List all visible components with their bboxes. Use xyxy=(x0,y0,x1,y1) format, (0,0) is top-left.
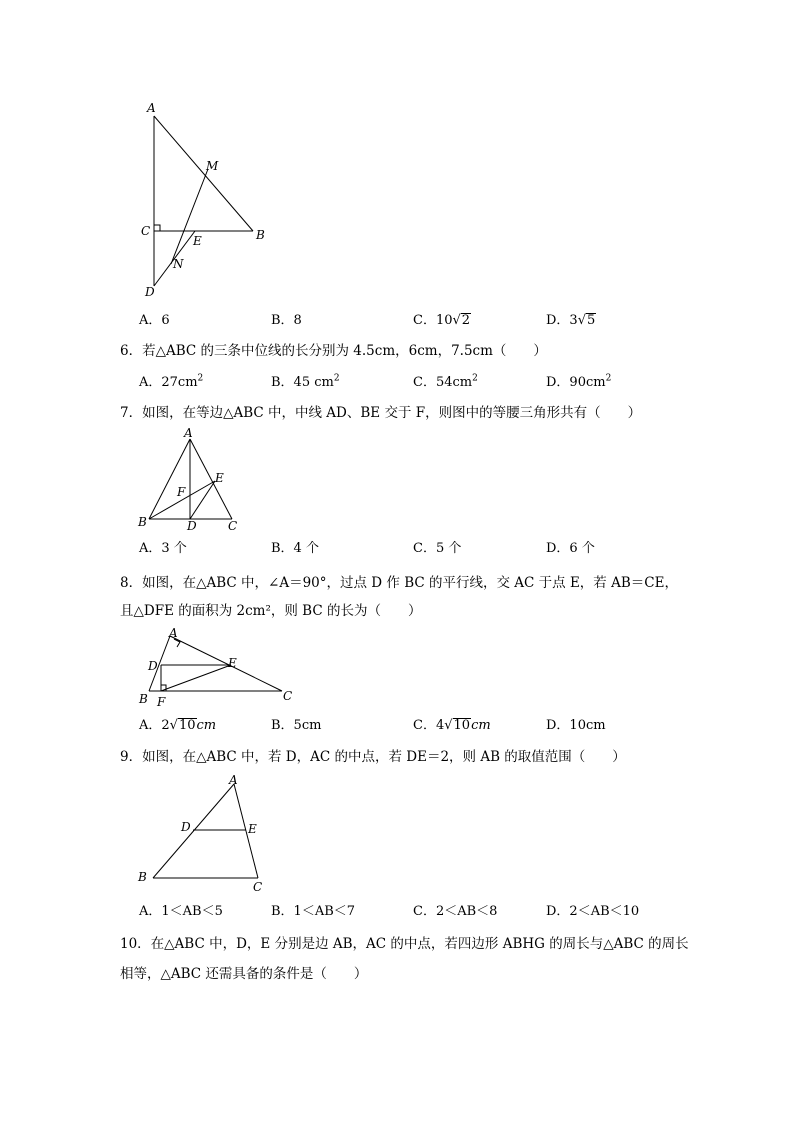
figure-q9 xyxy=(135,770,275,895)
label-a: A xyxy=(184,427,193,440)
label-c: C xyxy=(141,224,151,238)
figure-q7 xyxy=(135,427,250,537)
q5-option-b: B．8 xyxy=(271,313,302,328)
label-a: A xyxy=(229,773,238,787)
label-e: E xyxy=(193,234,202,248)
q9-option-c: C．2＜AB＜8 xyxy=(413,904,498,919)
q6-option-b: B．45 $cm^2$ xyxy=(271,373,340,390)
q8-option-a: A．2√10cm xyxy=(139,718,217,733)
q9-option-b: B．1＜AB＜7 xyxy=(271,904,356,919)
q5-d-radicand: 5 xyxy=(587,313,596,328)
q8-text-line1: 8．如图，在△ABC 中，∠A＝90°，过点 D 作 BC 的平行线，交 AC 于点 E，若 AB＝CE， xyxy=(120,575,678,591)
label-m: M xyxy=(206,159,219,173)
label-e: E xyxy=(248,822,257,836)
figure-q5 xyxy=(135,98,275,303)
q8-option-c: C．4√10cm xyxy=(413,718,491,733)
label-c: C xyxy=(253,880,263,894)
q10-text-line1: 10．在△ABC 中，D，E 分别是边 AB，AC 的中点，若四边形 ABHG 的周长与△ABC 的周长 xyxy=(120,936,689,952)
q7-option-c: C．5 个 xyxy=(413,541,462,556)
label-f: F xyxy=(157,695,166,709)
q7-option-d: D．6 个 xyxy=(546,541,595,556)
q5-option-a: A．6 xyxy=(139,313,170,328)
label-c: C xyxy=(283,689,293,703)
label-c: C xyxy=(228,519,238,533)
q9-option-d: D．2＜AB＜10 xyxy=(546,904,640,919)
q10-text-line2: 相等，△ABC 还需具备的条件是（ ） xyxy=(120,966,368,982)
q6-option-d: D．$90cm^2$ xyxy=(546,373,612,390)
q8-option-b: B．5cm xyxy=(271,718,322,733)
label-e: E xyxy=(228,656,237,670)
q6-text: 6．若△ABC 的三条中位线的长分别为 4.5cm，6cm，7.5cm（ ） xyxy=(120,343,547,359)
label-n: N xyxy=(173,257,184,271)
q7-option-b: B．4 个 xyxy=(271,541,319,556)
q7-text: 7．如图，在等边△ABC 中，中线 AD、BE 交于 F，则图中的等腰三角形共有（ ） xyxy=(120,405,642,421)
q8-option-d: D．10cm xyxy=(546,718,606,733)
q9-text: 9．如图，在△ABC 中，若 D，AC 的中点，若 DE＝2，则 AB 的取值范围（ ） xyxy=(120,749,626,765)
label-b: B xyxy=(138,515,147,529)
q9-option-a: A．1＜AB＜5 xyxy=(139,904,223,919)
q6-option-c: C．$54cm^2$ xyxy=(413,373,478,390)
label-d: D xyxy=(181,820,191,834)
label-e: E xyxy=(215,471,224,485)
label-d: D xyxy=(145,285,155,299)
q7-option-a: A．3 个 xyxy=(139,541,187,556)
q5-option-c: C．10√2 xyxy=(413,313,471,328)
q6-option-a: A．$27cm^2$ xyxy=(139,373,204,390)
figure-q8 xyxy=(135,625,305,710)
label-a: A xyxy=(169,626,178,640)
q8-text-line2: 且△DFE 的面积为 2cm²，则 BC 的长为（ ） xyxy=(120,603,422,619)
label-d: D xyxy=(187,519,197,533)
label-b: B xyxy=(139,692,148,706)
label-d: D xyxy=(148,659,158,673)
label-b: B xyxy=(138,870,147,884)
label-f: F xyxy=(177,485,186,499)
label-a: A xyxy=(147,101,156,115)
label-b: B xyxy=(256,228,265,242)
q5-c-radicand: 2 xyxy=(461,313,471,328)
q5-option-d: D．3√5 xyxy=(546,313,596,328)
